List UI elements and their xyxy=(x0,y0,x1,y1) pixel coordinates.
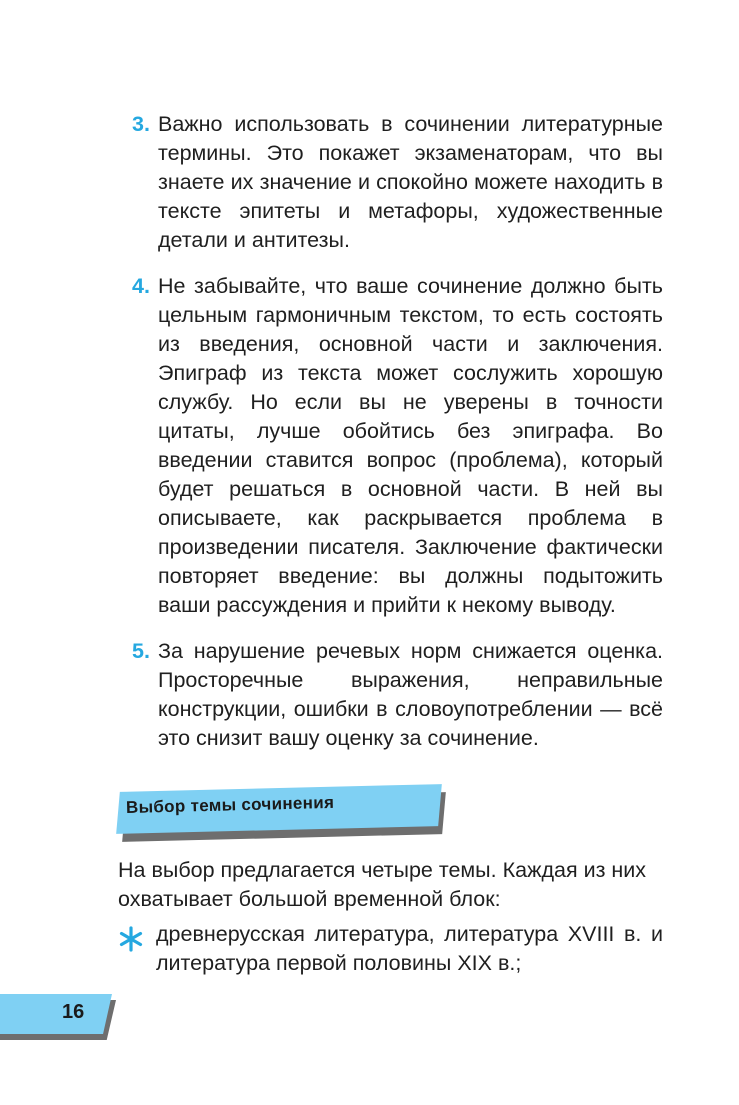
section-title: Выбор темы сочинения xyxy=(125,792,335,817)
list-item xyxy=(118,637,663,753)
list-item-text: За нарушение речевых норм снижается оценка. Просторечные выражения, неправильные конструкции, ошибки в словоупотреблении — всё это снизит вашу оценку за сочинение. xyxy=(158,639,663,750)
bullet-text: древнерусская литература, литература XVIII в. и литература первой половины XIX в.; xyxy=(156,922,663,975)
bullet-item xyxy=(118,920,663,978)
page-number: 16 xyxy=(62,1001,85,1023)
list-item-number: 4. xyxy=(132,274,150,298)
list-item-number: 5. xyxy=(132,639,150,663)
list-item xyxy=(118,110,663,255)
star-icon xyxy=(118,926,144,952)
list-item xyxy=(118,272,663,620)
intro-paragraph: На выбор предлагается четыре темы. Каждая из них охватывает большой временной блок: xyxy=(118,858,647,911)
list-item-number: 3. xyxy=(132,112,150,136)
numbered-list xyxy=(118,110,663,770)
list-item-text: Не забывайте, что ваше сочинение должно быть цельным гармоничным текстом, то есть состоять из введения, основной части и заключения. Эпиграф из текста может сослужить хорошую службу. Но если вы не уверены в точности цитаты, лучше обойтись без эпиграфа. Во введении ставится вопрос (проблема), который будет решаться в основной части. В ней вы описываете, как раскрывается проблема в произведении писателя. Заключение фактически повторяет введение: вы должны подытожить ваши рассуждения и прийти к некому выводу. xyxy=(158,274,663,617)
page-number-tab xyxy=(0,994,118,1038)
list-item-text: Важно использовать в сочинении литературные термины. Это покажет экзаменаторам, что вы знаете их значение и спокойно можете находить в тексте эпитеты и метафоры, художественные детали и антитезы. xyxy=(158,112,663,252)
section-heading-banner xyxy=(118,788,448,838)
page-tab-background xyxy=(0,994,112,1034)
